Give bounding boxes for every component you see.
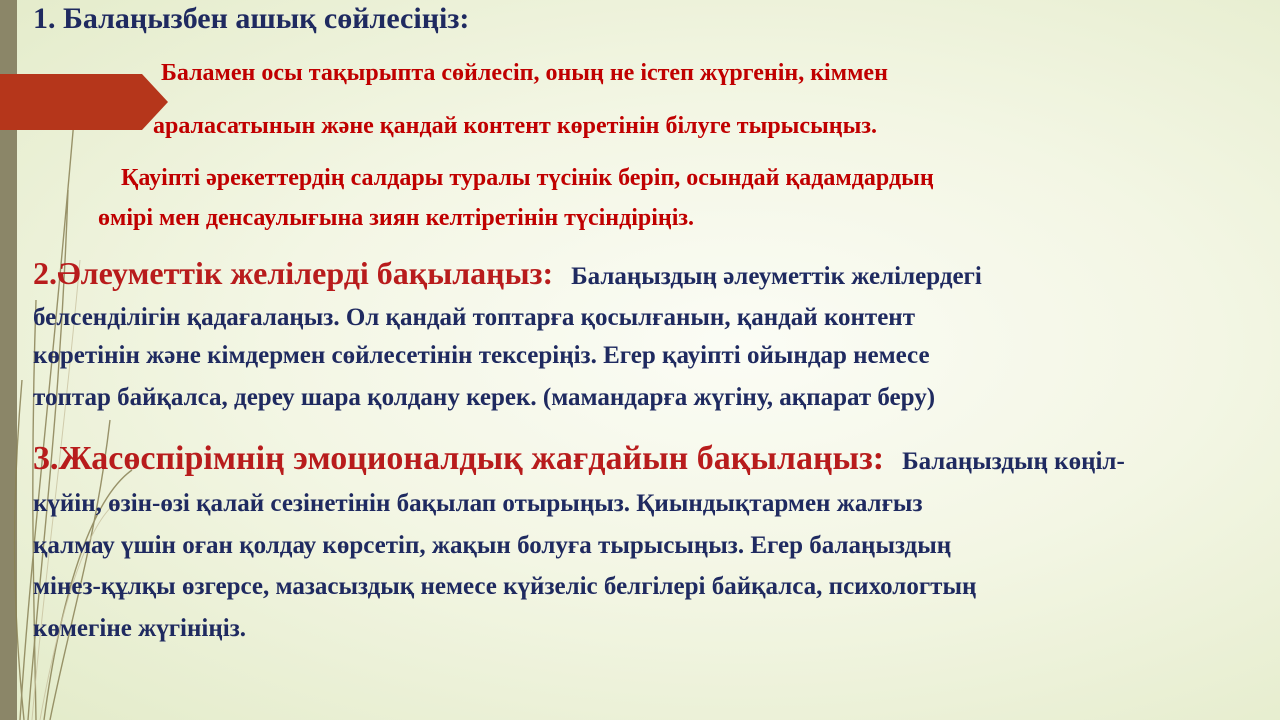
section1-heading: 1. Балаңызбен ашық сөйлесіңіз: — [33, 2, 470, 35]
section1-line-3: Қауіпті әрекеттердің салдары туралы түсінік беріп, осындай қадамдардың — [121, 165, 934, 191]
section2-line-3: көретінін және кімдермен сөйлесетінін тексеріңіз. Егер қауіпті ойындар немесе — [33, 342, 930, 369]
section3-line-4: мінез-құлқы өзгерсе, мазасыздық немесе күйзеліс белгілері байқалса, психологтың — [33, 573, 977, 600]
section3-heading: 3.Жасөспірімнің эмоционалдық жағдайын бақылаңыз: — [33, 440, 885, 477]
section2-first-line-rest: Балаңыздың әлеуметтік желілердегі — [571, 263, 982, 290]
section1-line-2: араласатынын және қандай контент көретінін білуге тырысыңыз. — [153, 113, 878, 139]
section2-heading: 2.Әлеуметтік желілерді бақылаңыз: — [33, 255, 554, 291]
section2-line-2: белсенділігін қадағалаңыз. Ол қандай топтарға қосылғанын, қандай контент — [33, 304, 915, 331]
section3-line-3: қалмау үшін оған қолдау көрсетіп, жақын болуға тырысыңыз. Егер балаңыздың — [33, 532, 952, 559]
red-arrow-shape — [0, 74, 168, 130]
section3-line-2: күйін, өзін-өзі қалай сезінетінін бақылап отырыңыз. Қиындықтармен жалғыз — [33, 490, 923, 517]
section1-line-4: өмірі мен денсаулығына зиян келтіретінін түсіндіріңіз. — [98, 205, 695, 231]
section2-first-line — [33, 255, 982, 292]
section1-line-1: Баламен осы тақырыпта сөйлесіп, оның не істеп жүргенін, кіммен — [161, 60, 888, 86]
section3-first-line-rest: Балаңыздың көңіл- — [902, 448, 1125, 475]
section2-line-4: топтар байқалса, дереу шара қолдану керек. (мамандарға жүгіну, ақпарат беру) — [33, 384, 936, 411]
section3-line-5: көмегіне жүгініңіз. — [33, 615, 247, 642]
section3-first-line — [33, 440, 1125, 478]
